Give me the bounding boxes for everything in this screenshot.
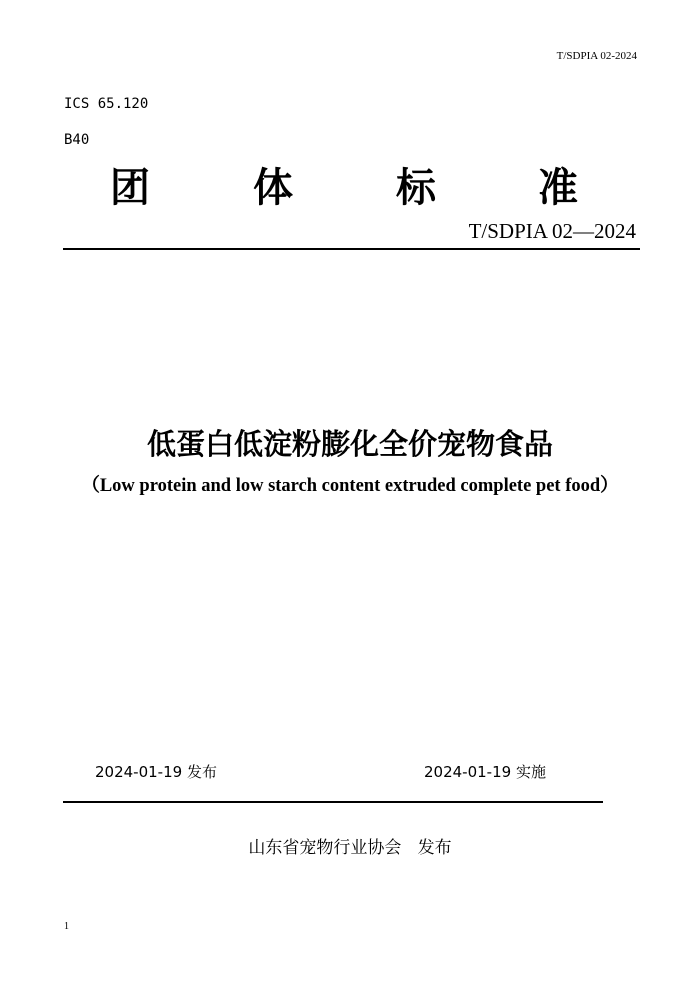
issuing-organization: 山东省宠物行业协会 发布 <box>248 838 452 858</box>
top-divider <box>63 248 640 250</box>
header-standard-code: T/SDPIA 02-2024 <box>556 50 637 62</box>
document-title-chinese: 低蛋白低淀粉膨化全价宠物食品 <box>146 427 553 461</box>
standard-number: T/SDPIA 02—2024 <box>468 219 636 243</box>
standard-type-char: 准 <box>538 165 578 211</box>
page-number: 1 <box>64 921 69 932</box>
standard-type-char: 标 <box>396 165 436 211</box>
bottom-divider <box>63 801 603 803</box>
standard-type-char: 团 <box>110 165 150 211</box>
standard-type-char: 体 <box>253 165 293 211</box>
publish-date: 2024-01-19 发布 <box>95 763 217 781</box>
ccs-code: B40 <box>64 132 90 148</box>
standard-type-heading <box>0 160 700 220</box>
ics-code: ICS 65.120 <box>64 96 149 112</box>
document-title-english: （Low protein and low starch content extruded complete pet food） <box>81 476 619 496</box>
implement-date: 2024-01-19 实施 <box>424 763 546 781</box>
